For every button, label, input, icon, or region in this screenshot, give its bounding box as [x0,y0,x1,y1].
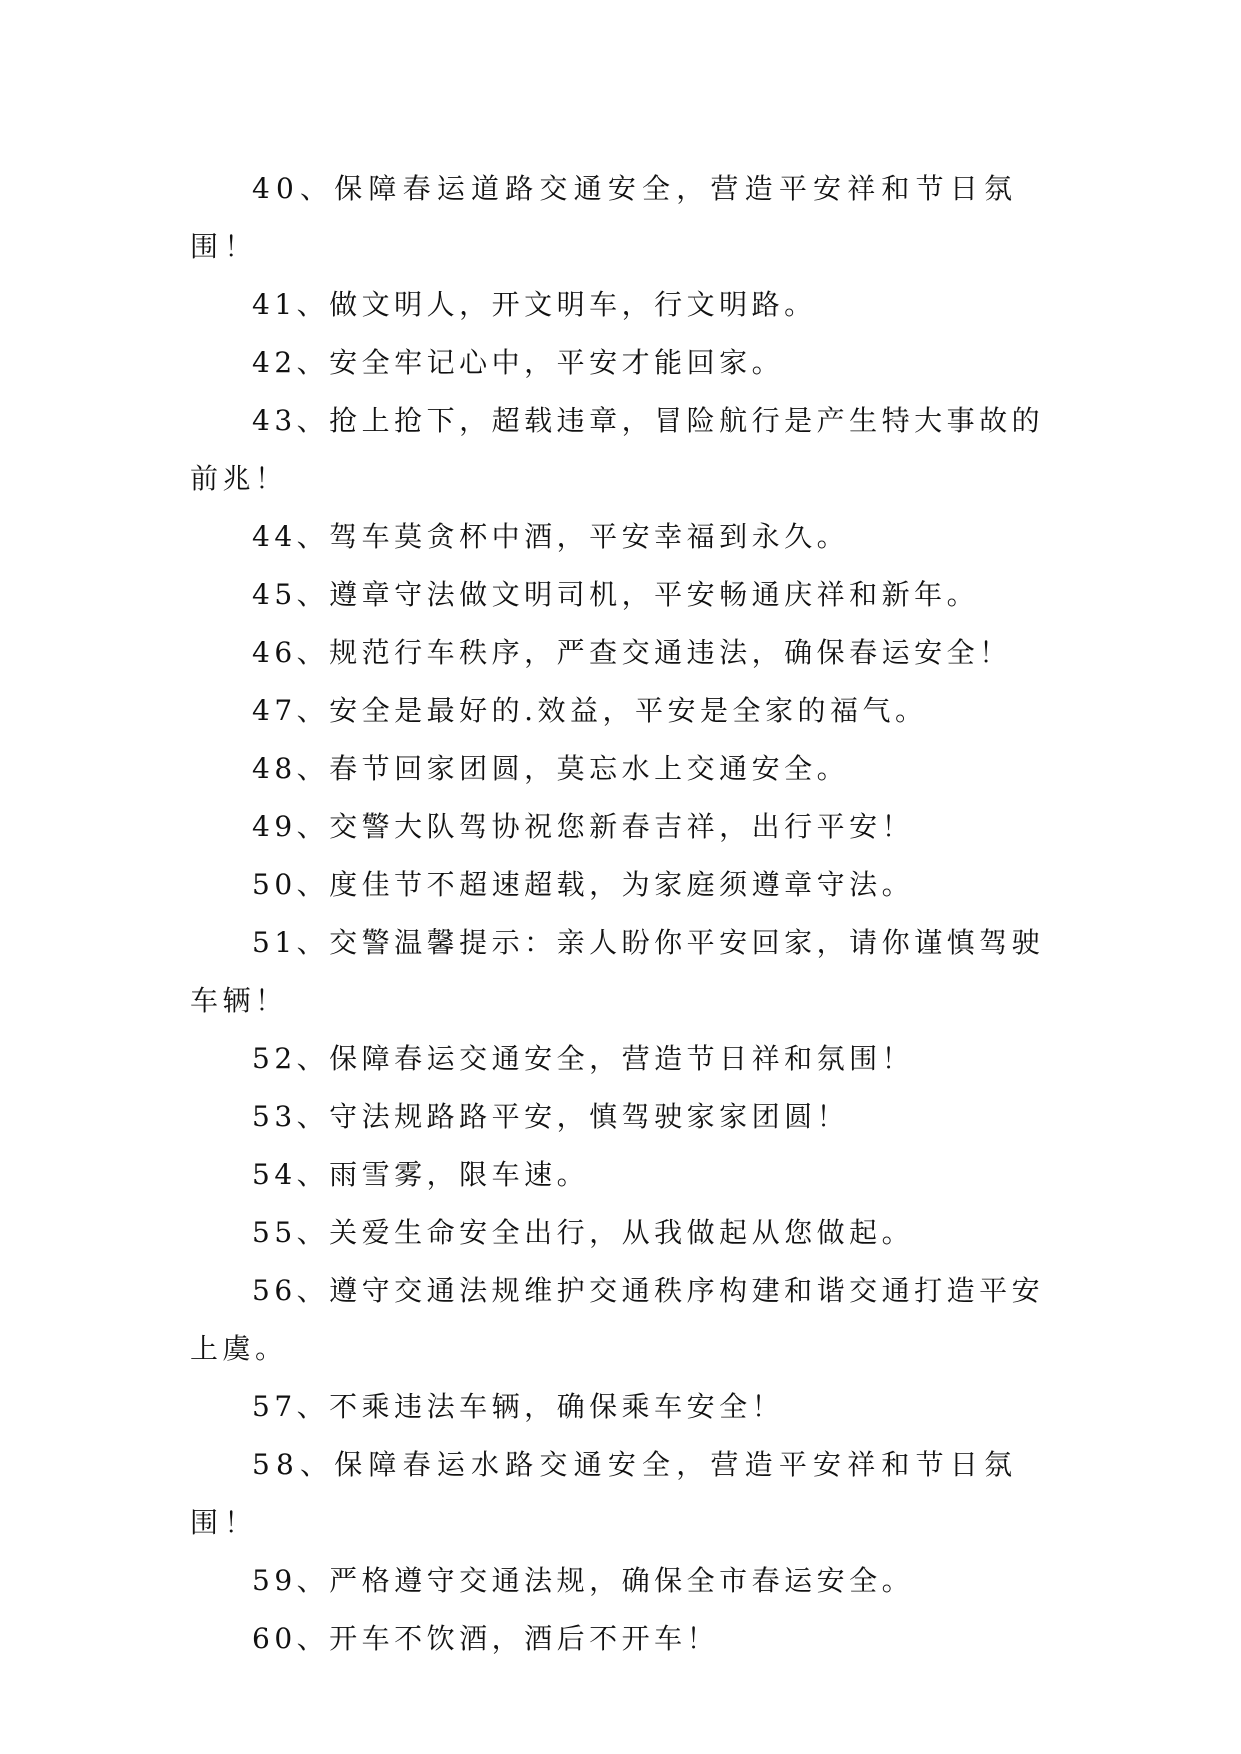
slogan-item-43: 43、抢上抢下，超载违章，冒险航行是产生特大事故的前兆！ [190,404,1045,495]
slogan-item-54: 54、雨雪雾，限车速。 [252,1158,590,1191]
slogan-list [190,160,1065,1668]
slogan-item-51: 51、交警温馨提示：亲人盼你平安回家，请你谨慎驾驶车辆！ [190,926,1045,1017]
slogan-item-56: 56、遵守交通法规维护交通秩序构建和谐交通打造平安上虞。 [190,1274,1045,1365]
slogan-item-47: 47、安全是最好的.效益，平安是全家的福气。 [252,694,928,727]
slogan-item-49: 49、交警大队驾协祝您新春吉祥，出行平安！ [252,810,915,843]
slogan-item-42: 42、安全牢记心中，平安才能回家。 [252,346,785,379]
slogan-item-48: 48、春节回家团圆，莫忘水上交通安全。 [252,752,850,785]
slogan-item-41: 41、做文明人，开文明车，行文明路。 [252,288,817,321]
slogan-item-52: 52、保障春运交通安全，营造节日祥和氛围！ [252,1042,915,1075]
slogan-item-60: 60、开车不饮酒，酒后不开车！ [252,1622,720,1655]
slogan-item-58: 58、保障春运水路交通安全，营造平安祥和节日氛围！ [190,1448,1019,1539]
slogan-item-50: 50、度佳节不超速超载，为家庭须遵章守法。 [252,868,915,901]
slogan-item-57: 57、不乘违法车辆，确保乘车安全！ [252,1390,785,1423]
slogan-item-59: 59、严格遵守交通法规，确保全市春运安全。 [252,1564,915,1597]
slogan-item-40: 40、保障春运道路交通安全，营造平安祥和节日氛围！ [190,172,1019,263]
slogan-item-53: 53、守法规路路平安，慎驾驶家家团圆！ [252,1100,850,1133]
slogan-item-45: 45、遵章守法做文明司机，平安畅通庆祥和新年。 [252,578,980,611]
slogan-item-55: 55、关爱生命安全出行，从我做起从您做起。 [252,1216,915,1249]
slogan-item-44: 44、驾车莫贪杯中酒，平安幸福到永久。 [252,520,850,553]
slogan-item-46: 46、规范行车秩序，严查交通违法，确保春运安全！ [252,636,1012,669]
